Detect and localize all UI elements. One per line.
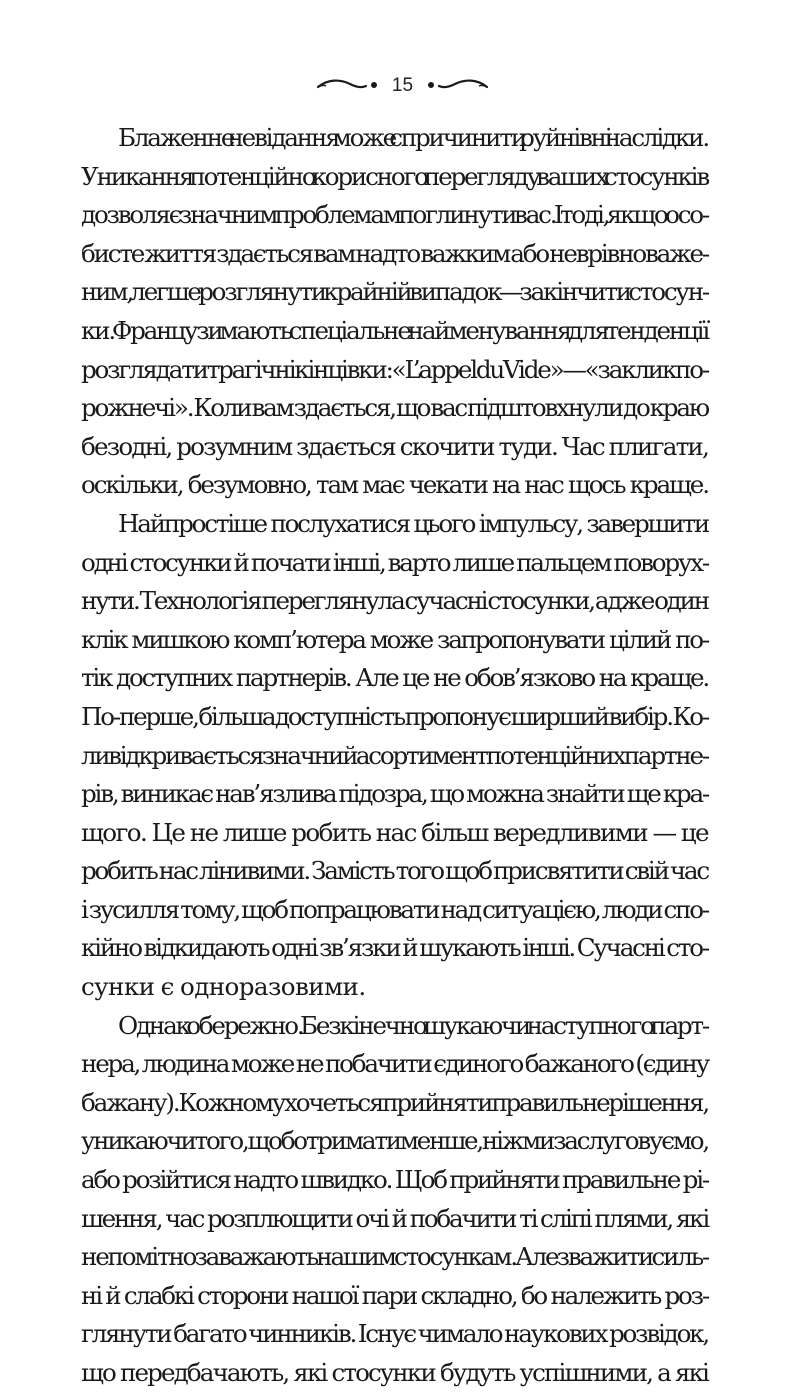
text-line: Найпростіше послухатися цього імпульсу, завершити (118, 508, 709, 538)
page-header (0, 66, 805, 102)
text-line: або розійтися надто швидко. Щоб прийняти правильне рі- (81, 1165, 708, 1195)
text-line: кійно відкидають одні зв’язки й шукають інші. Сучасні сто- (81, 933, 709, 963)
paragraph-1 (81, 119, 709, 505)
text-line: Уникання потенційно корисного перегляду ваших стосунків (81, 161, 708, 191)
text-line: оскільки, безумовно, там має чекати на нас щось краще. (81, 470, 708, 500)
text-line: Однак обережно. Безкінечно шукаючи наступного парт- (118, 1010, 708, 1040)
left-ornament-icon (316, 73, 378, 95)
text-line: тік доступних партнерів. Але це не обов’язково на краще. (81, 663, 708, 693)
text-line: сунки є одноразовими. (81, 972, 366, 1002)
paragraph-2 (81, 505, 709, 1007)
text-line: рожнечі». Коли вам здається, що вас підштовхнули до краю (81, 393, 709, 423)
text-line: непомітно заважають нашим стосункам. Але зважити силь- (81, 1242, 709, 1272)
text-line: нера, людина може не побачити єдиного бажаного (єдину (81, 1049, 708, 1079)
text-line: щого. Це не лише робить нас більш вередливими — це (81, 817, 708, 847)
text-line: глянути багато чинників. Існує чимало наукових розвідок, (81, 1319, 708, 1349)
text-line: По-перше, більша доступність пропонує ширший вибір. Ко- (81, 701, 708, 731)
text-line: уникаючи того, щоб отримати менше, ніж ми заслуговуємо, (81, 1126, 708, 1156)
body-text (81, 119, 709, 1393)
text-line: рів, виникає нав’язлива підозра, що можна знайти ще кра- (81, 779, 709, 809)
text-line: ки. Французи мають спеціальне найменування для тенденції (81, 315, 709, 345)
text-line: безодні, розумним здається скочити туди. Час плигати, (81, 431, 708, 461)
page-number: 15 (391, 74, 414, 96)
text-line: клік мишкою комп’ютера може запропонувати цілий по- (81, 624, 708, 654)
text-line: бажану). Кожному хочеться прийняти правильне рішення, (81, 1087, 708, 1117)
text-line: бисте життя здається вам надто важким або неврівноваже- (81, 238, 709, 268)
text-line: ли відкривається значний асортимент потенційних партне- (81, 740, 708, 770)
text-line: ним, легше розглянути крайній випадок — закінчити стосун- (81, 277, 709, 307)
text-line: одні стосунки й почати інші, варто лише пальцем поворух- (81, 547, 708, 577)
text-line: розглядати трагічні кінцівки: «L’appel du Vide» — «заклик по- (81, 354, 708, 384)
text-line: робить нас лінивими. Замість того щоб присвятити свій час (81, 856, 708, 886)
text-line: нути. Технологія переглянула сучасні стосунки, адже один (81, 586, 709, 616)
text-line: і зусилля тому, щоб попрацювати над ситуацією, люди спо- (81, 894, 708, 924)
text-line: що передбачають, які стосунки будуть успішними, а які (81, 1358, 709, 1387)
text-line: Блаженне невідання може спричинити руйнівні наслідки. (118, 123, 708, 152)
right-ornament-icon (427, 73, 489, 95)
text-line: ні й слабкі сторони нашої пари складно, бо належить роз- (81, 1280, 708, 1310)
text-line: шення, час розплющити очі й побачити ті сліпі плями, які (81, 1203, 708, 1233)
text-line: дозволяє значним проблемам поглинути вас. І тоді, якщо осо- (81, 200, 709, 230)
